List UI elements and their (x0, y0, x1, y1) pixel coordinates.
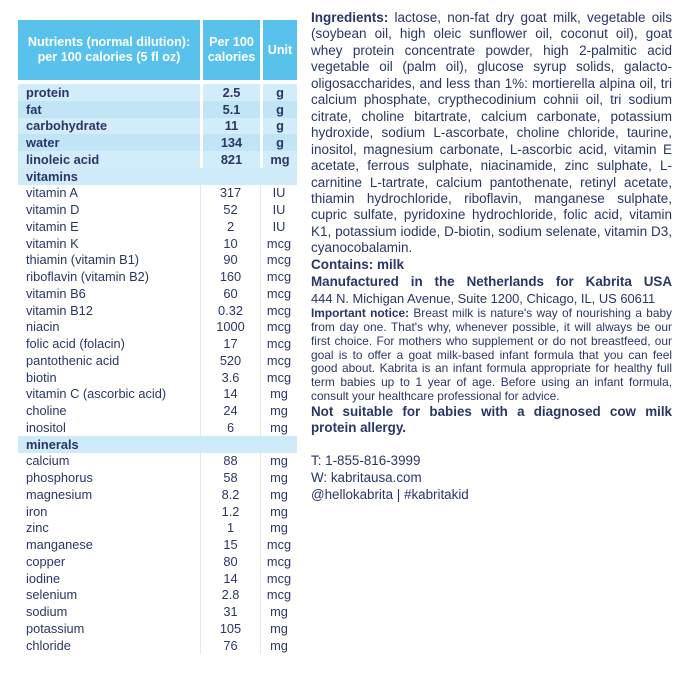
nutrient-unit: mg (260, 520, 297, 537)
contact-block (311, 452, 672, 504)
nutrient-value: 15 (200, 536, 260, 553)
header-unit-col: Unit (260, 20, 297, 80)
nutrient-unit: mg (260, 503, 297, 520)
nutrient-value: 8.2 (200, 486, 260, 503)
nutrient-unit: mcg (260, 319, 297, 336)
nutrient-name: phosphorus (26, 470, 93, 486)
nutrient-unit: mg (260, 469, 297, 486)
nutrient-value: 60 (200, 285, 260, 302)
important-notice-paragraph (311, 307, 672, 404)
nutrient-value: 105 (200, 620, 260, 637)
phone-line: T: 1-855-816-3999 (311, 453, 421, 469)
nutrient-value: 6 (200, 419, 260, 436)
nutrient-unit: g (260, 84, 297, 101)
nutrient-unit: mcg (260, 235, 297, 252)
section-title: minerals (26, 436, 79, 452)
nutrient-value: 31 (200, 603, 260, 620)
nutrient-unit: mcg (260, 553, 297, 570)
nutrient-value: 520 (200, 352, 260, 369)
nutrient-name: copper (26, 553, 66, 569)
nutrient-name: vitamin C (ascorbic acid) (26, 386, 167, 402)
table-row (18, 84, 297, 101)
nutrient-name: chloride (26, 637, 71, 653)
table-row (18, 419, 297, 436)
table-row (18, 101, 297, 118)
contains-statement: Contains: milk (311, 256, 405, 272)
nutrient-unit: mcg (260, 352, 297, 369)
nutrient-unit: mcg (260, 335, 297, 352)
nutrient-value: 14 (200, 570, 260, 587)
nutrient-value: 58 (200, 469, 260, 486)
nutrient-unit: IU (260, 201, 297, 218)
nutrient-name: manganese (26, 537, 93, 553)
nutrient-unit: mg (260, 402, 297, 419)
nutrient-unit: IU (260, 218, 297, 235)
table-row (18, 570, 297, 587)
table-row (18, 603, 297, 620)
nutrient-unit: mcg (260, 369, 297, 386)
nutrient-name: biotin (26, 369, 57, 385)
nutrient-unit: mg (260, 637, 297, 654)
important-notice-text: Breast milk is nature's way of nourishing a baby from day one. That's why, whenever possible, it will always be our first choice. For mothers who supplement or do not breastfeed, our goal is to offer a goat milk-based infant formula that you can feel good about. Kabrita is an infant formula appropriate for healthy full term babies up to 1 year of age. Before using an infant formula, consult your healthcare professional for advice. (311, 306, 673, 404)
nutrient-value: 3.6 (200, 369, 260, 386)
nutrient-unit: mg (260, 151, 297, 168)
ingredients-paragraph (311, 10, 672, 257)
nutrient-value: 1000 (200, 319, 260, 336)
not-suitable-statement: Not suitable for babies with a diagnosed cow milk protein allergy. (311, 403, 672, 436)
nutrient-unit: g (260, 134, 297, 151)
nutrient-name: magnesium (26, 486, 93, 502)
table-row (18, 536, 297, 553)
nutrient-value: 5.1 (200, 101, 260, 118)
manufactured-line: Manufactured in the Netherlands for Kabrita USA (311, 274, 672, 290)
nutrient-name: inositol (26, 419, 66, 435)
table-row (18, 268, 297, 285)
table-body (18, 84, 297, 654)
nutrient-value: 317 (200, 185, 260, 202)
table-row (18, 235, 297, 252)
nutrient-unit: mcg (260, 570, 297, 587)
nutrient-name: zinc (26, 520, 49, 536)
table-row (18, 151, 297, 168)
nutrient-unit: mcg (260, 285, 297, 302)
nutrient-value: 0.32 (200, 302, 260, 319)
table-row (18, 486, 297, 503)
nutrient-value: 821 (200, 151, 260, 168)
nutrient-value: 11 (200, 118, 260, 135)
nutrient-unit: IU (260, 185, 297, 202)
nutrient-unit: mcg (260, 252, 297, 269)
nutrient-value: 88 (200, 453, 260, 470)
nutrient-name: calcium (26, 453, 70, 469)
table-row (18, 134, 297, 151)
nutrient-name: niacin (26, 319, 60, 335)
website-line: W: kabritausa.com (311, 470, 422, 486)
table-row (18, 218, 297, 235)
nutrient-unit: mg (260, 486, 297, 503)
table-row (18, 185, 297, 202)
table-row (18, 469, 297, 486)
nutrient-name: folic acid (folacin) (26, 336, 125, 352)
info-panel (311, 10, 672, 504)
nutrient-name: fat (18, 101, 200, 118)
nutrient-value: 14 (200, 386, 260, 403)
nutrient-name: choline (26, 403, 67, 419)
nutrient-name: vitamin B6 (26, 285, 86, 301)
nutrient-value: 160 (200, 268, 260, 285)
nutrient-value: 10 (200, 235, 260, 252)
nutrient-name: potassium (26, 620, 85, 636)
table-row (18, 503, 297, 520)
table-row (18, 386, 297, 403)
address-line: 444 N. Michigan Avenue, Suite 1200, Chicago, IL, US 60611 (311, 291, 656, 307)
table-row (18, 252, 297, 269)
nutrient-value: 24 (200, 402, 260, 419)
nutrient-name: water (18, 134, 200, 151)
nutrient-value: 52 (200, 201, 260, 218)
nutrient-name: pantothenic acid (26, 352, 120, 368)
nutrient-unit: mg (260, 620, 297, 637)
nutrient-value: 76 (200, 637, 260, 654)
ingredients-text: lactose, non-fat dry goat milk, vegetable oils (soybean oil, high oleic sunflower oil, coconut oil), goat whey protein concentrate powder, high 2-palmitic acid vegetable oil (palm oil), glucose syrup solids, galacto-oligosaccharides, and less than 1%: mortierella alpina oil, tri calcium phosphate, crypthecodinium cohnii oil, tri sodium citrate, choline bitartrate, calcium carbonate, potassium hydroxide, sodium L-ascorbate, choline chloride, taurine, inositol, magnesium carbonate, L-ascorbic acid, vitamin E acetate, ferrous sulphate, niacinamide, zinc sulphate, L-carnitine L-tartrate, calcium pantothenate, retinyl acetate, thiamin hydrochloride, riboflavin, manganese sulphate, cupric sulfate, pyridoxine hydrochloride, folic acid, vitamin K1, potassium iodide, D-biotin, sodium selenate, vitamin D3, cyanocobalamin. (311, 10, 672, 256)
section-title: vitamins (26, 168, 78, 184)
nutrient-value: 2 (200, 218, 260, 235)
table-row (18, 285, 297, 302)
table-row (18, 335, 297, 352)
nutrient-name: iodine (26, 570, 61, 586)
nutrient-unit: mg (260, 419, 297, 436)
nutrient-unit: mcg (260, 302, 297, 319)
table-row (18, 453, 297, 470)
table-row (18, 302, 297, 319)
nutrient-name: vitamin E (26, 218, 79, 234)
header-per-100-calories-col: Per 100 calories (200, 20, 260, 80)
table-row (18, 319, 297, 336)
nutrient-unit: g (260, 118, 297, 135)
header-nutrients-col: Nutrients (normal dilution): per 100 calories (5 fl oz) (18, 20, 200, 80)
nutrient-name: iron (26, 503, 48, 519)
nutrient-name: carbohydrate (18, 118, 200, 135)
social-line: @hellokabrita | #kabritakid (311, 487, 469, 503)
nutrient-name: linoleic acid (18, 151, 200, 168)
nutrient-value: 90 (200, 252, 260, 269)
nutrient-value: 17 (200, 335, 260, 352)
nutrients-table (18, 20, 297, 654)
table-row (18, 587, 297, 604)
nutrient-name: riboflavin (vitamin B2) (26, 269, 150, 285)
table-row (18, 352, 297, 369)
table-row (18, 620, 297, 637)
nutrient-value: 2.5 (200, 84, 260, 101)
section-row (18, 436, 297, 453)
nutrient-name: sodium (26, 604, 68, 620)
nutrient-name: vitamin A (26, 185, 78, 201)
nutrient-name: selenium (26, 587, 78, 603)
table-header (18, 20, 297, 80)
nutrient-value: 1.2 (200, 503, 260, 520)
table-row (18, 553, 297, 570)
nutrient-value: 1 (200, 520, 260, 537)
table-row (18, 118, 297, 135)
nutrient-unit: mg (260, 603, 297, 620)
nutrient-unit: mg (260, 386, 297, 403)
table-row (18, 637, 297, 654)
table-row (18, 402, 297, 419)
ingredients-label: Ingredients: (311, 10, 389, 25)
table-row (18, 201, 297, 218)
nutrient-name: vitamin D (26, 202, 80, 218)
nutrient-value: 2.8 (200, 587, 260, 604)
nutrient-unit: g (260, 101, 297, 118)
nutrient-name: thiamin (vitamin B1) (26, 252, 140, 268)
nutrient-unit: mcg (260, 536, 297, 553)
nutrient-name: vitamin B12 (26, 302, 93, 318)
table-row (18, 520, 297, 537)
nutrient-name: vitamin K (26, 235, 79, 251)
nutrient-value: 80 (200, 553, 260, 570)
table-row (18, 369, 297, 386)
nutrient-unit: mcg (260, 587, 297, 604)
nutrient-name: protein (18, 84, 200, 101)
section-row (18, 168, 297, 185)
nutrient-unit: mg (260, 453, 297, 470)
important-notice-label: Important notice: (311, 306, 410, 321)
nutrient-unit: mcg (260, 268, 297, 285)
nutrient-value: 134 (200, 134, 260, 151)
